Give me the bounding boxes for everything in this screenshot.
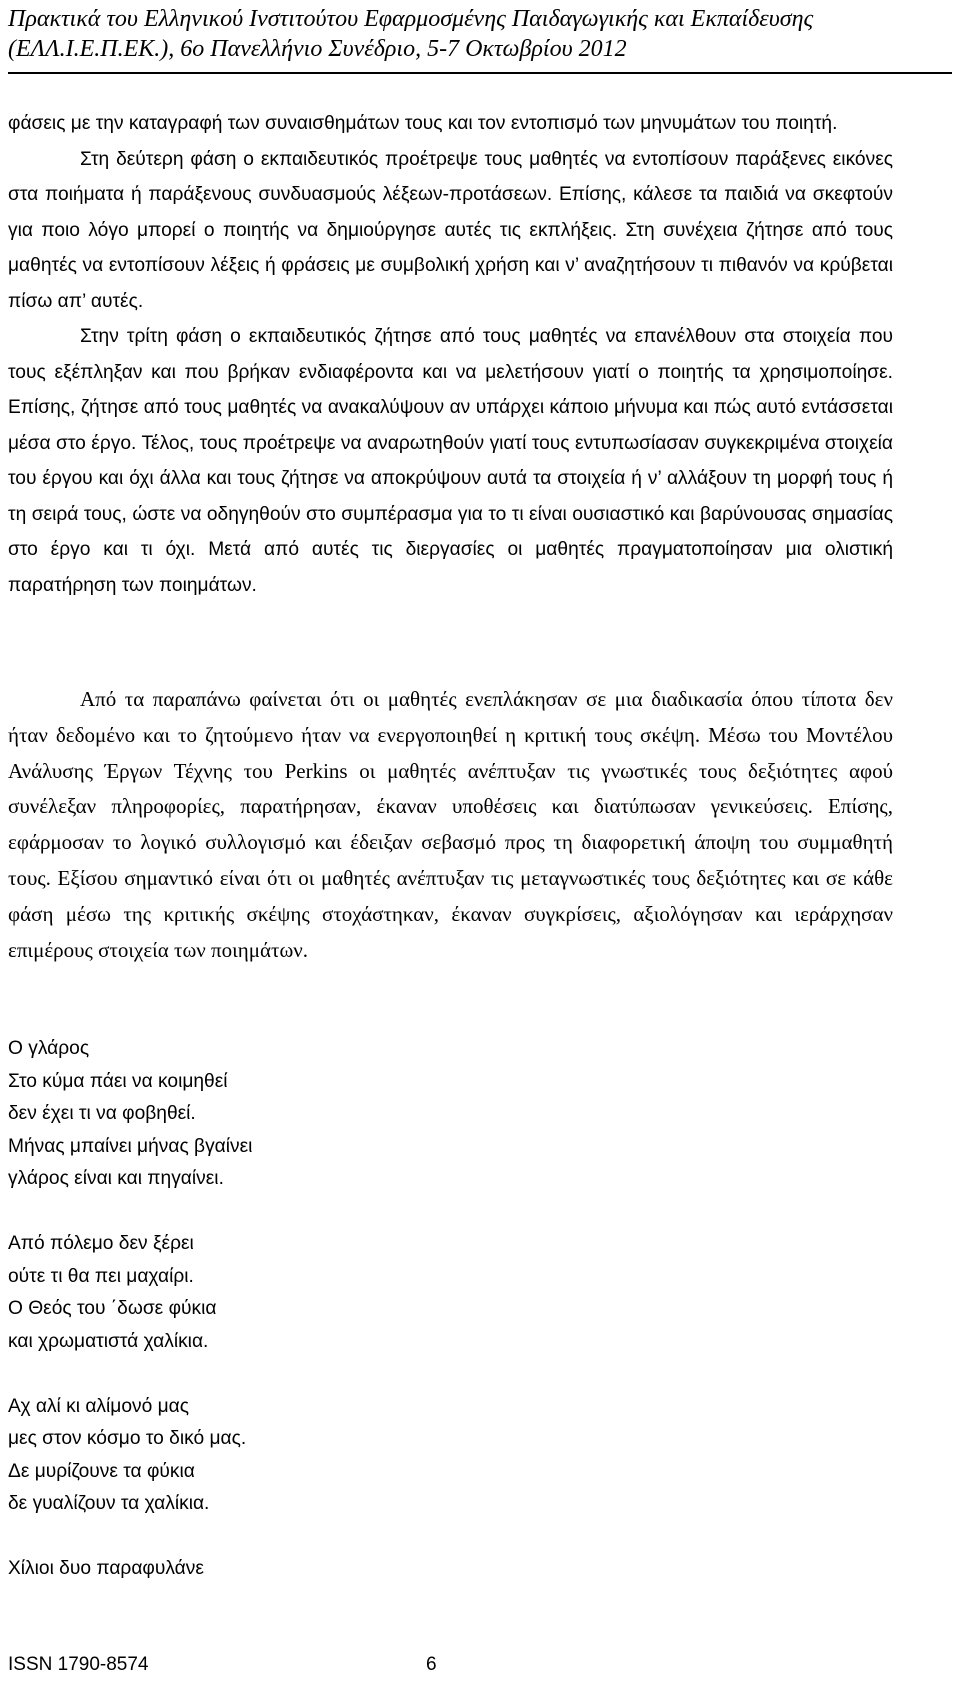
poem-line: γλάρος είναι και πηγαίνει. [8,1168,224,1189]
poem-stanza-4 [8,1553,252,1586]
poem-line: Αχ αλί κι αλίμονό μας [8,1395,189,1417]
poem-stanza-2 [8,1228,252,1358]
poem-line: Δε μυρίζουνε τα φύκια [8,1460,195,1482]
running-header [8,4,952,74]
body-text-serif [8,682,893,968]
body-text-sans [8,106,893,603]
poem-title: Ο γλάρος [8,1038,90,1059]
page-number: 6 [426,1654,437,1675]
poem-line: δεν έχει τι να φοβηθεί. [8,1103,196,1124]
poem-line: Ο Θεός του ΄δωσε φύκια [8,1298,217,1319]
poem-line: δε γυαλίζουν τα χαλίκια. [8,1493,210,1514]
poem-line: μες στον κόσμο το δικό μας. [8,1428,247,1449]
poem-line: και χρωματιστά χαλίκια. [8,1330,209,1352]
poem-line: Στο κύμα πάει να κοιμηθεί [8,1070,228,1092]
poem [8,1033,252,1618]
header-line-2: (ΕΛΛ.Ι.Ε.Π.ΕΚ.), 6ο Πανελλήνιο Συνέδριο, 5-7 Οκτωβρίου 2012 [8,36,627,62]
header-line-1: Πρακτικά του Ελληνικού Ινστιτούτου Εφαρμοσμένης Παιδαγωγικής και Εκπαίδευσης [8,6,814,32]
poem-line: Χίλιοι δυο παραφυλάνε [8,1558,204,1579]
paragraph-3: Στην τρίτη φάση ο εκπαιδευτικός ζήτησε από τους μαθητές να επανέλθουν στα στοιχεία που τους εξέπληξαν και που βρήκαν ενδιαφέροντα και να μελετήσουν γιατί ο ποιητής τα χρησιμοποίησε. Επίσης, ζήτησε από τους μαθητές να ανακαλύψουν αν υπάρχει κάποιο μήνυμα και πώς αυτό εντάσσεται μέσα στο έργο. Τέλος, τους προέτρεψε να αναρωτηθούν γιατί τους εντυπωσίασαν συγκεκριμένα στοιχεία του έργου και όχι άλλα και τους ζήτησε να αποκρύψουν αυτά τα στοιχεία ή ν’ αλλάξουν τη μορφή τους ή τη σειρά τους, ώστε να οδηγηθούν στο συμπέρασμα για το τι είναι ουσιαστικό και βαρύνουσας σημασίας στο έργο και τι όχι. Μετά από αυτές τις διεργασίες οι μαθητές πραγματοποίησαν μια ολιστική παρατήρηση των ποιημάτων. [8,326,893,596]
poem-title-block [8,1033,252,1196]
poem-line: Από πόλεμο δεν ξέρει [8,1233,194,1254]
paragraph-4: Από τα παραπάνω φαίνεται ότι οι μαθητές ενεπλάκησαν σε μια διαδικασία όπου τίποτα δεν ήταν δεδομένο και το ζητούμενο ήταν να ενεργοποιηθεί η κριτική τους σκέψη. Μέσω του Μοντέλου Ανάλυσης Έργων Τέχνης του Perkins οι μαθητές ανέπτυξαν τις γνωστικές τους δεξιότητες αφού συνέλεξαν πληροφορίες, παρατήρησαν, έκαναν υποθέσεις και διατύπωσαν γενικεύσεις. Επίσης, εφάρμοσαν το λογικό συλλογισμό και έδειξαν σεβασμό προς τη διαφορετική άποψη του συμμαθητή τους. Εξίσου σημαντικό είναι ότι οι μαθητές ανέπτυξαν τις μεταγνωστικές τους δεξιότητες και σε κάθε φάση μέσω της κριτικής σκέψης στοχάστηκαν, έκαναν συγκρίσεις, αξιολόγησαν και ιεράρχησαν επιμέρους στοιχεία των ποιημάτων. [8,687,893,962]
paragraph-1: φάσεις με την καταγραφή των συναισθημάτων τους και τον εντοπισμό των μηνυμάτων του ποιητή. [8,113,838,134]
issn-label: ISSN 1790-8574 [8,1654,149,1675]
poem-line: Μήνας μπαίνει μήνας βγαίνει [8,1135,253,1157]
paragraph-2: Στη δεύτερη φάση ο εκπαιδευτικός προέτρεψε τους μαθητές να εντοπίσουν παράξενες εικόνες στα ποιήματα ή παράξενους συνδυασμούς λέξεων-προτάσεων. Επίσης, κάλεσε τα παιδιά να σκεφτούν για ποιο λόγο μπορεί ο ποιητής να δημιούργησε αυτές τις εκπλήξεις. Στη συνέχεια ζήτησε από τους μαθητές να εντοπίσουν λέξεις ή φράσεις με συμβολική χρήση και ν’ αναζητήσουν τι πιθανόν να κρύβεται πίσω απ’ αυτές. [8,148,893,312]
poem-line: ούτε τι θα πει μαχαίρι. [8,1265,194,1287]
poem-stanza-3 [8,1391,252,1521]
